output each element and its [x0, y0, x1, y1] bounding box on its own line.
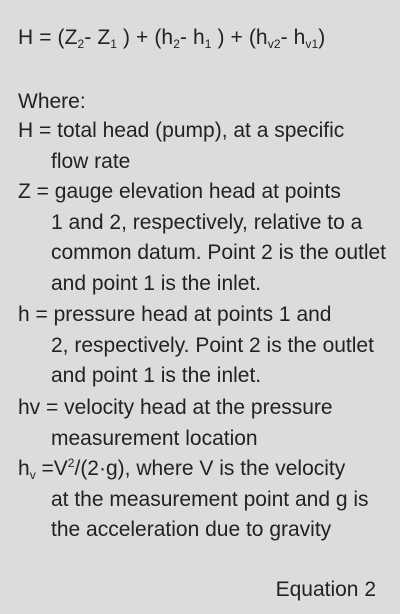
- definition-symbol: h: [18, 457, 30, 480]
- eq-part: = (Z: [33, 26, 78, 49]
- definition-text-cont: 1 and 2, respectively, relative to a common datum. Point 2 is the outlet and point 1 is the inlet.: [51, 210, 387, 295]
- definition-hv-formula: [18, 454, 388, 546]
- equation-label: Equation 2: [275, 578, 376, 601]
- eq-h: H: [18, 26, 34, 49]
- eq-part: - h: [179, 26, 205, 49]
- where-label: Where:: [18, 90, 86, 113]
- eq-sub: 1: [204, 37, 212, 51]
- eq-part: ): [318, 26, 326, 49]
- definition-text: = gauge elevation head at points: [30, 180, 341, 203]
- eq-part: ) + (h: [211, 26, 268, 49]
- eq-part: - Z: [84, 26, 111, 49]
- definition-symbol: H: [18, 119, 34, 142]
- eq-part: - h: [280, 26, 306, 49]
- definition-text: =V: [35, 457, 68, 480]
- definition-z-elevation-head: [18, 177, 388, 299]
- definition-text-cont: flow rate: [51, 149, 131, 173]
- definition-h-total-head: [18, 116, 388, 177]
- definition-text-cont: measurement location: [51, 426, 258, 450]
- eq-sub: 2: [173, 37, 180, 51]
- definition-text: = pressure head at points 1 and: [29, 303, 332, 326]
- eq-sub: 1: [110, 37, 118, 51]
- definition-text-cont: at the measurement point and g is the acceleration due to gravity: [51, 487, 369, 541]
- definition-text: = velocity head at the pressure: [40, 396, 333, 419]
- eq-part: ) + (h: [117, 26, 174, 49]
- definition-text: /(2·g), where V is the velocity: [74, 457, 346, 480]
- definition-text-cont: 2, respectively. Point 2 is the outlet and point 1 is the inlet.: [51, 333, 374, 387]
- eq-sub: 2: [77, 37, 85, 51]
- definition-symbol: Z: [18, 180, 31, 203]
- eq-sub: v1: [305, 37, 319, 51]
- head-equation: [18, 26, 325, 50]
- definition-symbol: h: [18, 303, 30, 326]
- definition-h-pressure-head: [18, 300, 388, 392]
- definition-hv-velocity-head: [18, 393, 388, 454]
- definition-sup: 2: [67, 456, 75, 470]
- definition-text: = total head (pump), at a specific: [33, 119, 345, 142]
- definition-symbol: hv: [18, 396, 41, 419]
- definition-symbol-sub: v: [29, 468, 36, 482]
- eq-sub: v2: [267, 37, 281, 51]
